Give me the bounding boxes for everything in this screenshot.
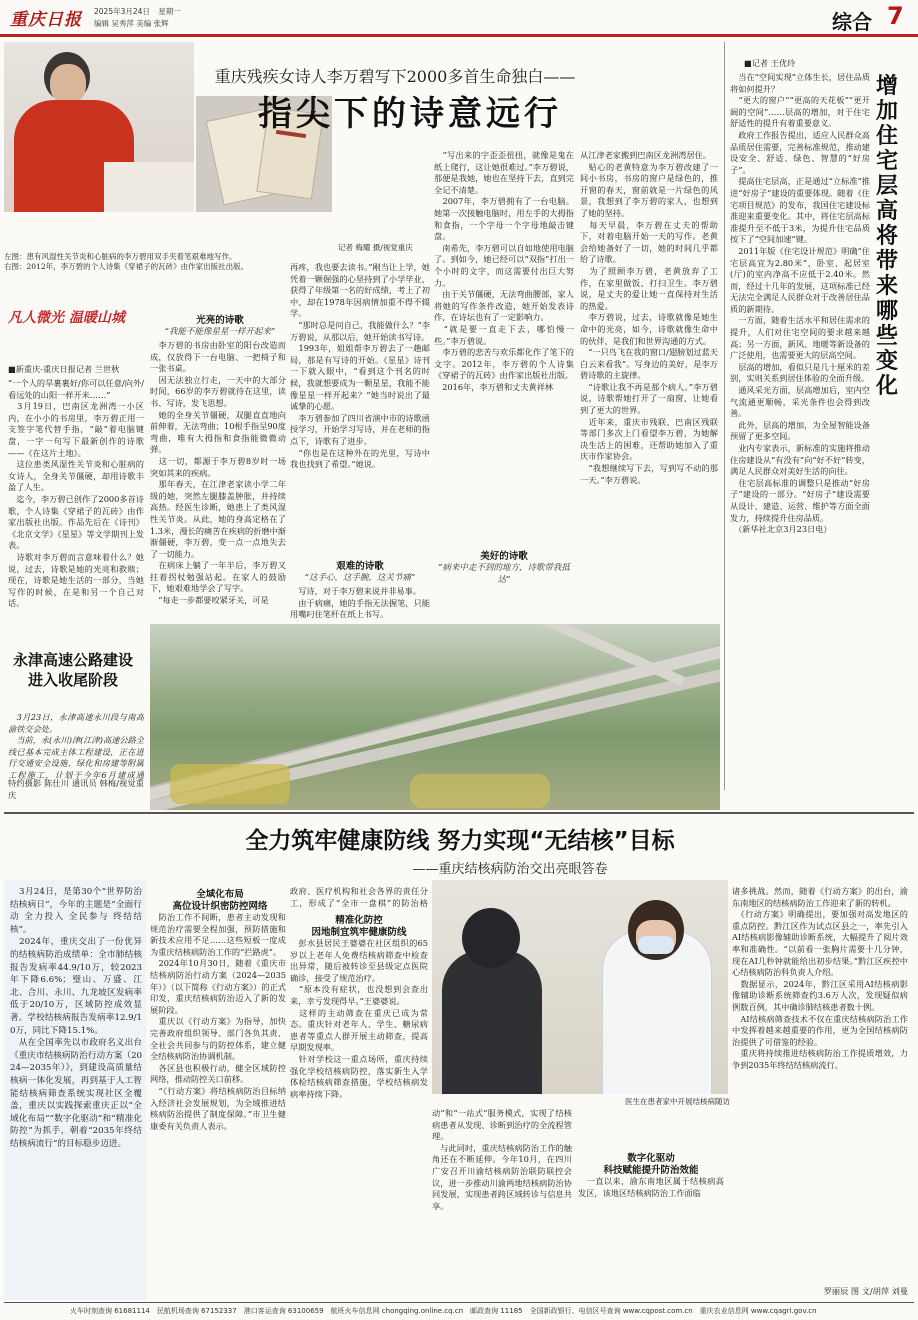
story4-colB: 防治工作不间断，患者主动发现和规范治疗需要全程加强，预防措施和新技术应用不足……这些短板一度成为重庆结核病防治工作的“拦路虎”。 2024年10月30日，随着《重庆市结核病防治行动方案（2024—2035年）》（以下简称《行动方案》）的正式印发，重庆结核病防治迈入了新的发展阶段。 重庆以《行动方案》为指导，加快完善政府组织领导、部门各负其责、全社会共同参与的防控体系，建立健全结核病防治协调机制。 各区县也积极行动，健全区域防控网络，推动防控关口前移。 “《行动方案》将结核病防治目标纳入经济社会发展规划，为全域推进结核病防治提供了制度保障。”市卫生健康委有关负责人表示。 <box>150 912 286 1131</box>
story4-colD: 动”和“一站式”服务模式，实现了结核病患者从发现、诊断到治疗的全流程管理。 与此同时，重庆结核病防治工作的触角还在不断延伸。今年10月，在四川广安召开川渝结核病防治联防联控会议，进一步推动川渝两地结核病防治协同发展，实现患者跨区域转诊与信息共享。 <box>432 1108 572 1211</box>
sec2-head: 艰难的诗歌 <box>336 561 384 572</box>
masthead-logo: 重庆日报 <box>10 10 82 30</box>
story4-colE: 诸多挑战。然而，随着《行动方案》的出台，渝东南地区的结核病防治工作迎来了新的转机。 《行动方案》明确提出，要加强对高发地区的重点防控。黔江区作为试点区县之一，率先引入AI结核病影像辅助诊断系统，大幅提升了阅片效率和准确性。“以前看一张胸片需要十几分钟，现在AI几秒钟就能给出初步结果。”黔江区疾控中心结核病防治科负责人介绍。 数据显示，2024年，黔江区采用AI结核病影像辅助诊断系统筛查约3.6万人次，发现疑似病例数百例，其中确诊肺结核患者数十例。 AI结核病筛查技术不仅在重庆结核病防治工作中发挥着越来越重要的作用，更为全国结核病防治提供了可借鉴的经验。 重庆将持续推进结核病防治工作提质增效，力争到2035年终结结核病流行。 <box>732 886 908 1070</box>
h2: 精准化防控 <box>335 915 383 926</box>
col-c: 再疼，我也要去读书。”刚当让上学，她凭着一颗倔强的心坚持到了小学毕业，获得了年级第一名的好成绩，考上了初中，却在1978年因病情加重不得不辍学。 “那时总是问自己，我能做什么？”李万碧说，从那以后，她开始读书写诗。 1993年，姐姐帮李万碧去了一趟邮局，那是有写诗的开始。《星星》诗刊一下就入眼中，“看到这个刊名的时候，我就想要成为一颗星星，我能不能像星星一样开起来？”她当时说出了最诚挚的心愿。 李万碧参加了四川省演中市的诗歌函授学习，开始学习写诗，并在老师的指点下，诗歌有了进步。 “你也是在这种外在的光里，写诗中我也找到了希望。”她说。 <box>290 262 430 470</box>
h2-sub: 因地制宜筑牢健康防线 <box>311 927 407 938</box>
h1: 全域化布局 <box>196 889 244 900</box>
column-logo: 凡人微光 温暖山城 <box>8 310 125 326</box>
story4-title: 全力筑牢健康防线 努力实现“无结核”目标 <box>245 828 675 854</box>
sec3-sub: “病来中走不到的地方，诗歌带我抵达” <box>438 563 570 585</box>
story4-intro: 3月24日，是第30个“世界防治结核病日”，今年的主题是“全面行动 全力投入 全民参与 终结结核”。 2024年，重庆交出了一份优异的结核病防治成绩单：全市肺结核报告发病率44.9/10万，较2023年下降6.6%；璧山、万盛、江北、合川、永川、九龙坡区发病率低于20/10万，区域防控成效显著。学校结核病报告发病率12.9/10万，同比下降15.1%。 从在全国率先以市政府名义出台《重庆市结核病防治行动方案（2024—2035年）》，到建设高质量结核病一体化发展，再到基于人工智能结核病筛查系统实现社区全覆盖，重庆以实践探索重庆正以“全域化布局”“数字化驱动”和“精准化防控”为抓手，朝着“2035年终结结核病流行”的目标稳步迈进。 <box>10 887 142 1149</box>
photo-caption: 左图：患有风湿性关节炎和心脏病的李万碧用双手夹着笔艰难地写作。 右图：2012年，李万碧的个人诗集《穿裙子的瓦砖》由作家出版社出版。 <box>4 252 249 271</box>
section-name: 综合 <box>832 10 872 34</box>
doctor-photo-caption: 医生在患者家中开展结核病随访 <box>625 1097 730 1106</box>
issue-date: 2025年3月24日 <box>94 7 150 16</box>
footer-info: 火车时刻查询 61681114 民航机场查询 67152337 港口客运查询 63100659 航班火车信息网 chongqing.online.cq.cn 邮政查询 11185 全国新政银行、电信区号查询 www.cqpost.com.cn 重庆农业信息网 www.cqagri.gov.cn <box>70 1307 817 1315</box>
sec1-body: 李万碧的书房由卧室的阳台改造而成，仅放得下一台电脑、一把椅子和一张书桌。 因无法独立行走，一天中的大部分时间，66岁的李万碧就待在这里，读书、写诗，发飞思想。 她的全身关节僵硬，双腿直直地向前伸着，无法弯曲；10根手指呈90度弯曲，唯有大拇指和食指能微微动弹。 这一切，都源于李万碧8岁时一场突如其来的疾病。 那年春天，在江津老家读小学二年级的她，突然左腿膝盖肿胀，并持续高热。经医生诊断，她患上了类风湿性关节炎。从此，她的身高定格在了1.3米，漫长的痛苦在疾病的折磨中渐渐僵硬，李万碧，变一点一点地失去了一切能力。 在病床上躺了一年半后，李万碧又拄着拐杖勉强站起。在家人的鼓励下，她艰难地学会了写字。 “每走一步都要咬紧牙关，可是 <box>150 340 286 606</box>
story1-lead: “一个人的旱裹裹好/你可以任意/向外/看远处的山阳一样开米……” 3月19日，巴南区龙洲湾一小区内，在小小的书房里，李万碧正用一支签字笔代替手指，“敲”着电脑键盘，一字一句写下最新创作的诗歌——《在这片土地》。 这位患类风湿性关节炎和心脏病的女诗人，全身关节僵硬，却用诗歌丰盈了人生。 迄今，李万碧已创作了2000多首诗歌，个人诗集《穿裙子的瓦砖》由作家出版社出版。作品先后在《诗刊》《北京文学》《星星》等文学期刊上发表。 诗歌对李万碧而言意味着什么？她说，过去，诗歌是她的光亮和救赎；现在，诗歌是她生活的一部分，当她写作的时候，在是和另一个自己对话。 <box>8 378 144 609</box>
story4-byline: 罗丽辰 图 文/胡萍 刘曼 <box>823 1286 908 1296</box>
col-c2: 写诗，对于李万碧来说并非易事。 由于病痛，她的手指无法握笔，只能用嘴叼住笔杆在纸上书写。 <box>290 586 430 620</box>
h3-sub: 科技赋能提升防治效能 <box>603 1165 699 1176</box>
story2-title: 增加住宅层高将带来哪些变化 <box>876 74 899 399</box>
story4-subtitle: ——重庆结核病防治交出亮眼答卷 <box>412 862 608 877</box>
story2-label: ■记者 王优玲 <box>744 58 796 68</box>
column-divider <box>724 42 725 790</box>
photo-credit: 记者 梅耀 摄/视觉重庆 <box>338 243 413 252</box>
story4-colC2: 彭水县居民王婆婆在社区组织的65岁以上老年人免费结核病筛查中检查出异常，随后被转诊至县级定点医院确诊，接受了规范治疗。 “原本没有症状，也没想到会查出来，幸亏发现得早。”王婆婆说。 这样的主动筛查在重庆已成为常态。重庆针对老年人、学生、糖尿病患者等重点人群开展主动筛查，提高早期发现率。 针对学校这一重点场所，重庆持续强化学校结核病防控，落实新生入学体检结核病筛查措施，学校结核病发病率持续下降。 <box>290 938 428 1099</box>
col-d: “写出来的字歪歪扭扭，就像是鬼在纸上爬行，这让她很难过。”李万碧说，那便是我她，她也在坚持下去，直到完全记不清楚。 2007年，李万碧拥有了一台电脑。她第一次接触电脑时，用左手的大拇指和食指，一个字母一个字母地敲击键盘。 南希先，李万碧可以自如地使用电脑了。到如今，她已经可以“双指”打出一个小时的文字，而这需要付出巨大努力。 由于关节僵硬，无法弯曲腰部，家人将她的写作条件改造，她开始发表诗作，在诗坛也有了一定影响力。 “就是要一直走下去，哪怕慢一些。”李万碧说。 李万碧的悲苦与欢乐都化作了笔下的文字。2012年，李万碧的个人诗集《穿裙子的瓦砖》由作家出版社出版。 2016年，李万碧和丈夫黄祥林 <box>434 150 574 392</box>
h1-sub: 高位设计织密防控网络 <box>172 901 268 912</box>
sec1-head: 光亮的诗歌 <box>196 315 244 326</box>
story1-kicker: 重庆残疾女诗人李万碧写下2000多首生命独白—— <box>214 67 576 86</box>
masthead-rule <box>0 34 918 37</box>
editors: 编辑 吴秀萍 美编 张辉 <box>94 19 169 28</box>
story3-title: 永津高速公路建设进入收尾阶段 <box>12 651 133 689</box>
story3-body: 3月23日，永津高速永川段与南高渝铁交会处。 当前，永(永川)津(江津)高速公路全线已基本完成主体工程建设，正在进行交通安全设施、绿化和房建等附属工程施工，计划于今年6月建成通 <box>8 712 144 780</box>
footer-rule <box>4 1302 914 1303</box>
section-divider <box>4 812 914 814</box>
story2-body: 当在“空间实现”立体生长，居住品质将如何提升？ “更大的窗户”“更高的天花板”“更开阔的空间”……层高的增加，对于住宅舒适性的提升有着重要意义。 政府工作报告提出，适应人民群众高品质居住需要，完善标准规范，推动建设安全、舒适、绿色、智慧的“好房子”。 提高住宅层高，正是通过“立标准”推进“好房子”建设的重要体现。随着《住宅项目规范》的发布，我国住宅建设标准迎来重要变化。其中，将住宅层高标准提升至不低于3米，为提升住宅品质按下了“空间加速”键。 2011年版《住宅设计规范》明确“住宅层高宜为2.80米”，卧室、起居室(厅)的室内净高不应低于2.40米。然而，经过十几年的发展，这项标准已经无法完全满足人民群众对于改善居住品质的新期待。 一方面，随着生活水平和居住需求的提升，人们对住宅空间的要求越来越高；另一方面，新风、地暖等新设备的广泛使用，也需要更大的层高空间。 层高的增加，看似只是几十厘米的差别，实则关系到居住体验的全面升级。 通风采光方面，层高增加后，室内空气流通更顺畅，采光条件也会得到改善。 此外，层高的增加，为全屋智能设备预留了更多空间。 业内专家表示，新标准的实施将推动住房建设从“有没有”向“好不好”转变，满足人民群众对美好生活的向往。 住宅层高标准的调整只是推动“好房子”建设的一部分。“好房子”建设需要从设计、建造、运营、维护等方面全面发力，持续提升住房品质。 （新华社北京3月23日电） <box>730 72 870 535</box>
sec2-sub: “这手心，这手腕，这关节痛” <box>304 573 416 583</box>
doctor-visit-photo <box>432 880 728 1094</box>
sec1-sub: “我能不能像星星一样开起来” <box>164 327 276 337</box>
story4-colD2: 一直以来，渝东南地区属于结核病高发区，该地区结核病防治工作面临 <box>578 1176 724 1198</box>
highway-aerial-photo <box>150 624 720 810</box>
page-number: 7 <box>887 2 904 30</box>
col-e: 从江津老家搬到巴南区龙洲湾居住。 贴心的老黄特意为李万碧改建了一间小书房，书房的窗户是绿色的，推开窗的春天，窗前就是一片绿色的风景，我想到了李万碧的家人，也想到了她的坚持。 每天早晨，李万碧在丈夫的帮助下，对着电脑开始一天的写作。老黄会给她备好了一切，她的时间几乎都给了诗歌。 为了照顾李万碧，老黄放弃了工作，在家里做饭、打扫卫生。李万碧说，是丈夫的爱让她一直保持对生活的热爱。 李万碧说，过去，诗歌就像是她生命中的光亮，如今，诗歌就像生命中的伙伴，是我们和世界沟通的方式。 “一只鸟飞在我的窗口/翅膀划过蓝天白云来看我”。写身边的美好，是李万碧诗歌的主旋律。 “诗歌让我不再是那个病人。”李万碧说，诗歌帮她打开了一扇窗，让她看到了更大的世界。 近年来，重庆市残联、巴南区残联等部门多次上门看望李万碧，为她解决生活上的困难，还帮助她加入了重庆市作家协会。 “我想继续写下去，写到写不动的那一天。”李万碧说。 <box>580 150 718 485</box>
masthead <box>0 0 918 38</box>
story1-title: 指尖下的诗意远行 <box>258 94 562 134</box>
sec3-head: 美好的诗歌 <box>480 551 528 562</box>
issue-weekday: 星期一 <box>158 7 181 16</box>
story3-credit: 特约摄影 陈仕川 通讯员 韩梅/视觉重庆 <box>8 778 144 800</box>
story4-colC: 政府、医疗机构和社会各界的责任分工，形成了“全市一盘棋”的防治格 <box>290 886 428 908</box>
h3: 数字化驱动 <box>627 1153 675 1164</box>
story1-byline: ■新重庆-重庆日报记者 兰世秋 <box>8 364 120 374</box>
